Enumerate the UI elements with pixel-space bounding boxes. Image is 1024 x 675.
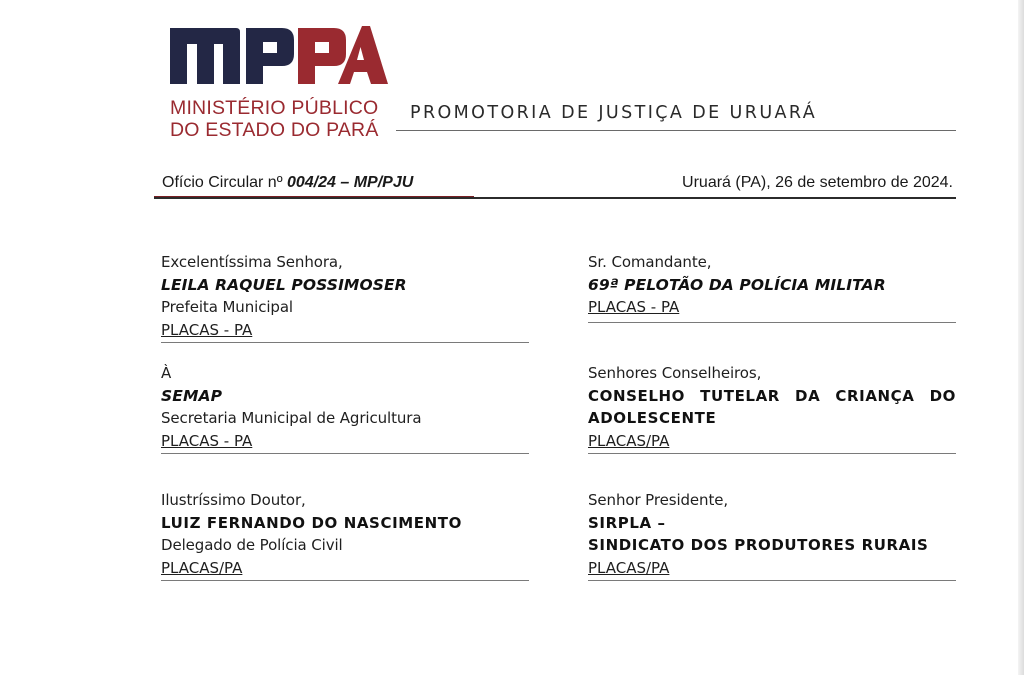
recipient-rule: [161, 580, 529, 581]
recipient-sirpla: [588, 489, 956, 581]
recipient-name: SEMAP: [161, 386, 223, 405]
recipient-greeting: À: [161, 364, 172, 382]
recipient-greeting: Senhores Conselheiros,: [588, 364, 762, 382]
recipient-greeting: Sr. Comandante,: [588, 253, 712, 271]
oficio-rule-accent: [154, 196, 474, 197]
recipient-greeting: Senhor Presidente,: [588, 491, 729, 509]
recipient-rule: [588, 322, 956, 323]
recipient-pelotao: [588, 251, 956, 323]
recipient-location: PLACAS - PA: [161, 431, 253, 450]
recipient-role: Secretaria Municipal de Agricultura: [161, 409, 422, 427]
recipient-name-line2: ADOLESCENTE: [588, 409, 717, 427]
logo-letter-m: [170, 28, 240, 84]
oficio-rule: [154, 197, 956, 199]
recipient-name-line2: SINDICATO DOS PRODUTORES RURAIS: [588, 536, 929, 554]
recipient-greeting: Ilustríssimo Doutor,: [161, 491, 306, 509]
recipient-rule: [161, 453, 529, 454]
recipient-name-line1: SIRPLA –: [588, 513, 666, 532]
recipient-rule: [161, 342, 529, 343]
oficio-reference: [162, 174, 413, 192]
logo-letter-p1: [246, 28, 294, 84]
mppa-logo: [170, 22, 388, 88]
promotoria-title: PROMOTORIA DE JUSTIÇA DE URUARÁ: [410, 103, 818, 123]
page-edge: [1018, 0, 1024, 675]
recipient-prefeita: [161, 251, 529, 343]
oficio-number: 004/24 – MP/PJU: [286, 174, 414, 191]
recipient-name: LEILA RAQUEL POSSIMOSER: [161, 275, 407, 294]
recipient-rule: [588, 580, 956, 581]
header-rule: [396, 130, 956, 131]
oficio-prefix: Ofício Circular nº: [162, 174, 287, 191]
org-name-line2: DO ESTADO DO PARÁ: [170, 119, 379, 141]
recipient-location: PLACAS/PA: [588, 431, 670, 450]
recipient-name: LUIZ FERNANDO DO NASCIMENTO: [161, 513, 462, 532]
recipient-location: PLACAS - PA: [588, 298, 680, 316]
recipient-location: PLACAS/PA: [161, 558, 243, 577]
recipient-name-line1: CONSELHO TUTELAR DA CRIANÇA DO: [588, 386, 956, 405]
place-date: Uruará (PA), 26 de setembro de 2024.: [682, 174, 953, 191]
recipient-location: PLACAS/PA: [588, 558, 670, 577]
recipient-role: Prefeita Municipal: [161, 298, 293, 316]
recipient-semap: [161, 362, 529, 454]
recipient-conselho-tutelar: [588, 362, 956, 454]
recipient-role: Delegado de Polícia Civil: [161, 536, 343, 554]
recipient-name: 69ª PELOTÃO DA POLÍCIA MILITAR: [588, 275, 886, 294]
recipient-rule: [588, 453, 956, 454]
recipient-delegado: [161, 489, 529, 581]
recipient-location: PLACAS - PA: [161, 320, 253, 339]
org-name-line1: MINISTÉRIO PÚBLICO: [170, 97, 379, 119]
recipient-greeting: Excelentíssima Senhora,: [161, 253, 343, 271]
logo-letter-p2: [298, 28, 346, 84]
